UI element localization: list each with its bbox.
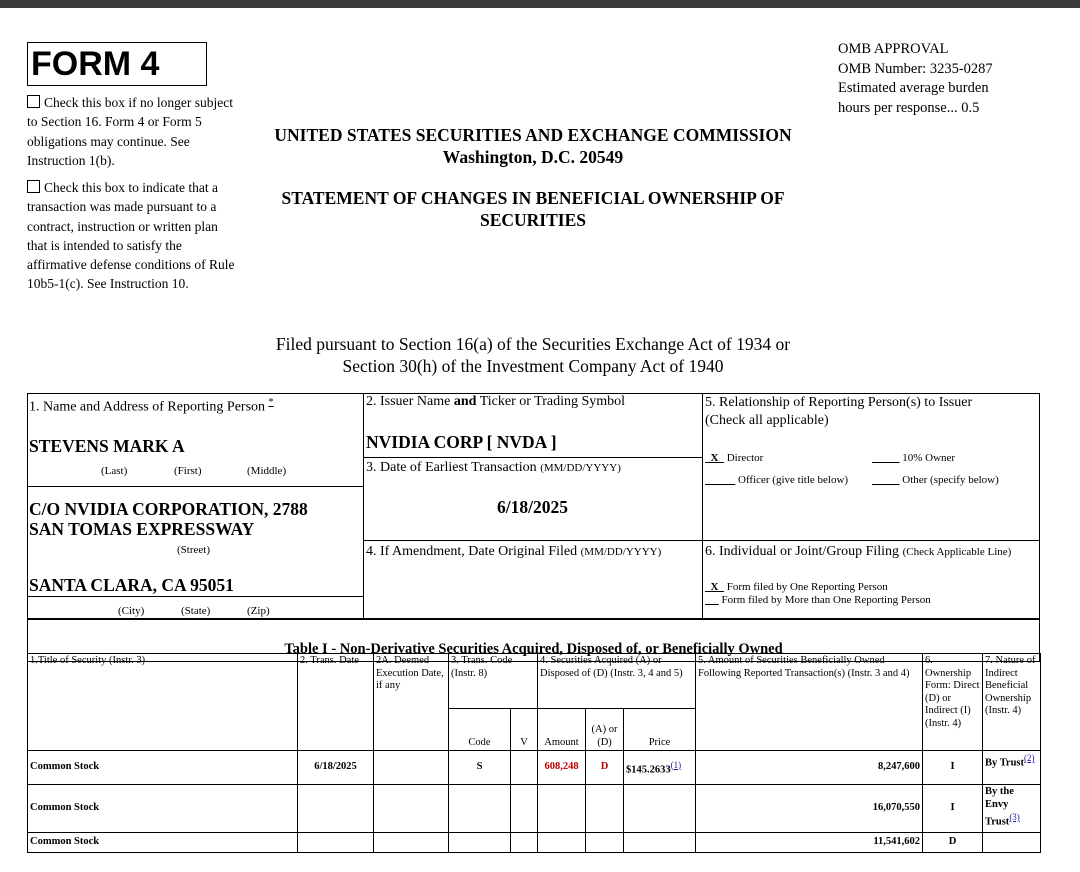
row-form: I xyxy=(923,751,983,785)
amount-subheader: Amount xyxy=(538,709,586,751)
row-title: Common Stock xyxy=(28,751,298,785)
divider xyxy=(27,486,363,487)
col-title-header: 1.Title of Security (Instr. 3) xyxy=(28,654,298,751)
checkbox-section16 xyxy=(27,93,237,170)
box2-label: 2. Issuer Name and Ticker or Trading Symbol xyxy=(366,394,626,409)
earliest-transaction-date: 6/18/2025 xyxy=(497,497,568,517)
table1-title: Table I - Non-Derivative Securities Acquired, Disposed of, or Beneficially Owned xyxy=(284,641,783,657)
officer-label: Officer (give title below) xyxy=(738,474,849,486)
statement-title xyxy=(233,187,833,231)
table1-header-row xyxy=(28,654,1041,709)
viewer-top-bar xyxy=(0,0,1080,8)
row-code xyxy=(449,785,511,833)
price-subheader: Price xyxy=(624,709,696,751)
filed-pursuant xyxy=(233,333,833,377)
table-row xyxy=(28,785,1041,833)
row-title: Common Stock xyxy=(28,785,298,833)
row-owned: 16,070,550 xyxy=(696,785,923,833)
divider xyxy=(363,457,702,458)
checkbox-10b5-1 xyxy=(27,178,237,294)
other-label: Other (specify below) xyxy=(902,474,999,486)
first-label: (First) xyxy=(174,465,202,477)
omb-approval xyxy=(838,40,993,118)
rule-10b5-1-checkbox[interactable] xyxy=(27,180,40,193)
row-deemed xyxy=(374,833,449,853)
omb-hours: hours per response... 0.5 xyxy=(838,99,980,116)
divider xyxy=(363,540,1040,541)
col-securities-header: 4. Securities Acquired (A) or Disposed of (D) (Instr. 3, 4 and 5) xyxy=(538,654,696,709)
row-date xyxy=(298,785,374,833)
checkbox-10b5-1-text: Check this box to indicate that a transaction was made pursuant to a contract, instruction or written plan that is intended to satisfy the affirmative defense conditions of Rule 10b5-1(c). See Instruction 10. xyxy=(27,180,235,292)
row-nature: By Trust(2) xyxy=(983,751,1041,785)
street-address xyxy=(29,499,308,539)
footnote-link[interactable]: (1) xyxy=(670,759,682,770)
col-ownership-form-header: 6. Ownership Form: Direct (D) or Indirect (I) (Instr. 4) xyxy=(923,654,983,751)
street-label: (Street) xyxy=(177,544,210,556)
officer-option[interactable] xyxy=(705,474,848,486)
row-nature xyxy=(983,833,1041,853)
row-form: D xyxy=(923,833,983,853)
col-trans-date-header: 2. Trans. Date xyxy=(298,654,374,751)
agency-header xyxy=(233,124,833,168)
table-row xyxy=(28,751,1041,785)
reporting-person-name: STEVENS MARK A xyxy=(29,436,185,456)
section16-checkbox[interactable] xyxy=(27,95,40,108)
zip-label: (Zip) xyxy=(247,605,270,617)
footnote-link[interactable]: (2) xyxy=(1024,753,1035,763)
table1-non-derivative xyxy=(27,653,1041,853)
row-title: Common Stock xyxy=(28,833,298,853)
omb-heading: OMB APPROVAL xyxy=(838,41,949,57)
table-row xyxy=(28,833,1041,853)
form-title: FORM 4 xyxy=(27,42,207,86)
ten-percent-owner-label: 10% Owner xyxy=(902,452,956,464)
row-amount xyxy=(538,833,586,853)
row-date: 6/18/2025 xyxy=(298,751,374,785)
other-option[interactable] xyxy=(872,474,999,486)
col-deemed-date-header: 2A. Deemed Execution Date, if any xyxy=(374,654,449,751)
statement-title-line2: SECURITIES xyxy=(479,210,587,230)
city-state-zip: SANTA CLARA, CA 95051 xyxy=(29,575,234,595)
statement-title-line1: STATEMENT OF CHANGES IN BENEFICIAL OWNERSHIP OF xyxy=(281,188,785,208)
box5-label-line1: 5. Relationship of Reporting Person(s) to Issuer xyxy=(705,395,973,410)
row-deemed xyxy=(374,751,449,785)
row-nature: By the Envy Trust(3) xyxy=(983,785,1041,833)
filed-line2: Section 30(h) of the Investment Company Act of 1940 xyxy=(342,356,724,376)
box6-label: 6. Individual or Joint/Group Filing (Check Applicable Line) xyxy=(705,544,1012,559)
director-option[interactable]: X Director xyxy=(710,452,764,464)
row-owned: 11,541,602 xyxy=(696,833,923,853)
middle-label: (Middle) xyxy=(247,465,287,477)
col-nature-header: 7. Nature of Indirect Beneficial Ownership (Instr. 4) xyxy=(983,654,1041,751)
agency-name: UNITED STATES SECURITIES AND EXCHANGE COMMISSION xyxy=(274,125,792,145)
box5-label xyxy=(705,394,972,430)
more-reporting-persons-option[interactable] xyxy=(705,594,931,606)
row-code: S xyxy=(449,751,511,785)
omb-number: OMB Number: 3235-0287 xyxy=(838,60,993,77)
ten-percent-owner-option[interactable] xyxy=(872,452,955,464)
row-a-or-d xyxy=(586,785,624,833)
row-price: $145.2633(1) xyxy=(624,751,696,785)
row-amount xyxy=(538,785,586,833)
row-v xyxy=(511,833,538,853)
more-persons-label: Form filed by More than One Reporting Person xyxy=(721,594,931,606)
box1-label: 1. Name and Address of Reporting Person * xyxy=(29,397,274,415)
row-v xyxy=(511,785,538,833)
col-amount-owned-header: 5. Amount of Securities Beneficially Owned Following Reported Transaction(s) (Instr. 3 and 4) xyxy=(696,654,923,751)
code-subheader: Code xyxy=(449,709,511,751)
row-price xyxy=(624,833,696,853)
row-amount: 608,248 xyxy=(538,751,586,785)
state-label: (State) xyxy=(181,605,211,617)
row-form: I xyxy=(923,785,983,833)
director-label: Director xyxy=(726,452,764,464)
omb-burden: Estimated average burden xyxy=(838,80,989,96)
agency-location: Washington, D.C. 20549 xyxy=(442,147,624,167)
divider xyxy=(702,393,703,619)
a-or-d-subheader: (A) or (D) xyxy=(586,709,624,751)
row-price xyxy=(624,785,696,833)
box4-label: 4. If Amendment, Date Original Filed (MM/DD/YYYY) xyxy=(366,544,662,559)
checkbox-section16-text: Check this box if no longer subject to Section 16. Form 4 or Form 5 obligations may continue. See Instruction 1(b). xyxy=(27,95,233,168)
row-v xyxy=(511,751,538,785)
box3-label: 3. Date of Earliest Transaction (MM/DD/YYYY) xyxy=(366,460,621,475)
street-line1: C/O NVIDIA CORPORATION, 2788 xyxy=(29,499,308,519)
divider xyxy=(27,596,363,597)
v-subheader: V xyxy=(511,709,538,751)
footnote-link[interactable]: (3) xyxy=(1009,812,1020,822)
row-owned: 8,247,600 xyxy=(696,751,923,785)
col-trans-code-header: 3. Trans. Code (Instr. 8) xyxy=(449,654,538,709)
city-label: (City) xyxy=(118,605,145,617)
box5-label-line2: (Check all applicable) xyxy=(705,413,829,428)
row-a-or-d: D xyxy=(586,751,624,785)
street-line2: SAN TOMAS EXPRESSWAY xyxy=(29,519,255,539)
row-code xyxy=(449,833,511,853)
filed-line1: Filed pursuant to Section 16(a) of the Securities Exchange Act of 1934 or xyxy=(275,334,791,354)
one-person-label: Form filed by One Reporting Person xyxy=(726,581,888,593)
one-reporting-person-option[interactable]: X Form filed by One Reporting Person xyxy=(710,581,888,593)
row-date xyxy=(298,833,374,853)
row-deemed xyxy=(374,785,449,833)
last-label: (Last) xyxy=(101,465,128,477)
row-a-or-d xyxy=(586,833,624,853)
issuer-name-ticker: NVIDIA CORP [ NVDA ] xyxy=(366,432,557,452)
